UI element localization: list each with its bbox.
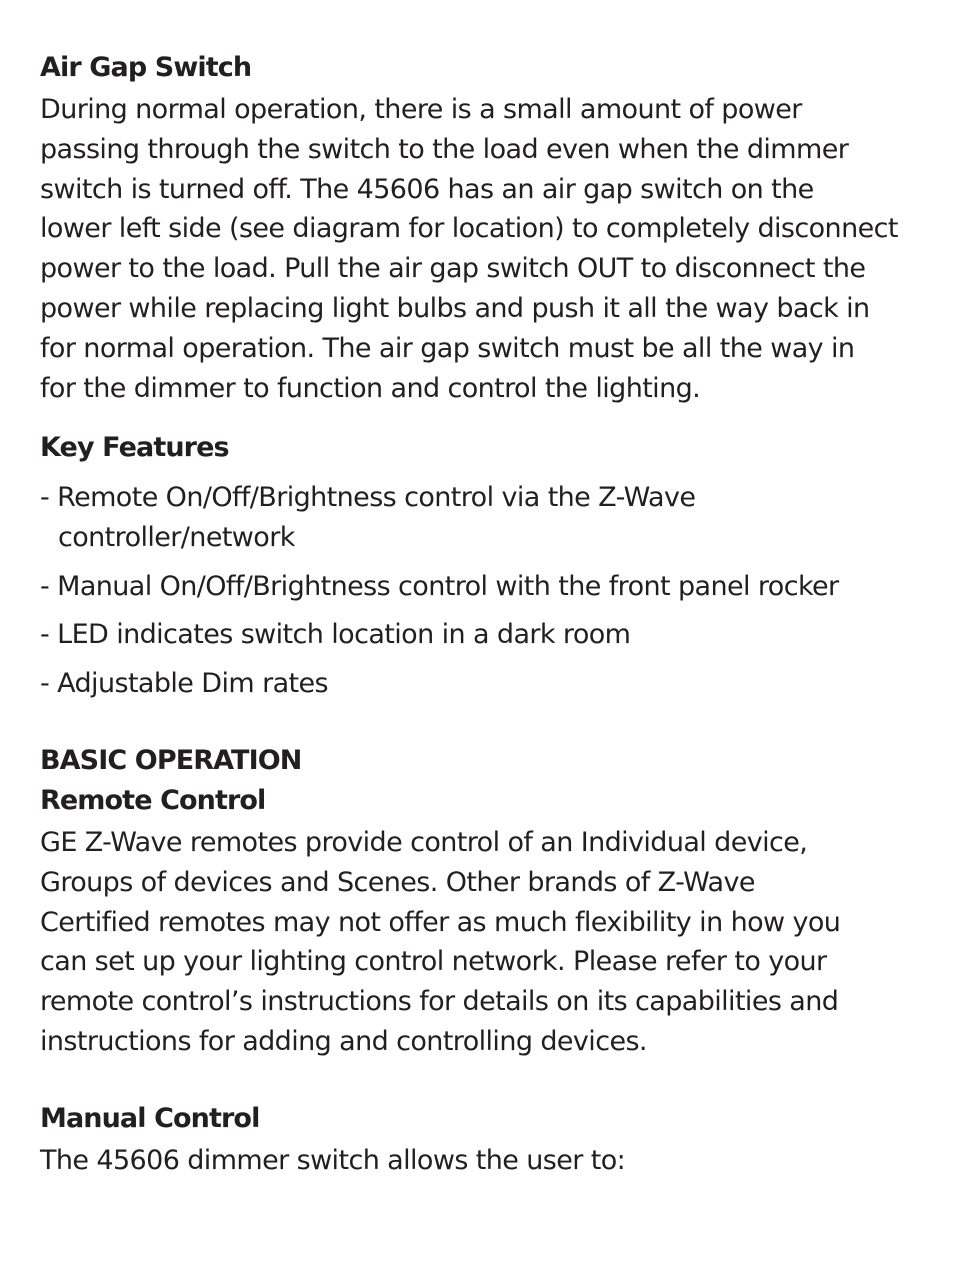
feature-line: controller/network: [58, 521, 295, 553]
key-features-heading: Key Features: [40, 432, 229, 463]
feature-line: - Remote On/Off/Brightness control via the Z-Wave: [40, 482, 696, 513]
paragraph-line: remote control’s instructions for details on its capabilities and: [40, 986, 839, 1018]
paragraph-line: GE Z-Wave remotes provide control of an Individual device,: [40, 827, 808, 858]
air-gap-heading: Air Gap Switch: [40, 52, 252, 83]
paragraph-line: can set up your lighting control network. Please refer to your: [40, 946, 827, 978]
remote-control-paragraph: [40, 823, 840, 1062]
paragraph-line: Groups of devices and Scenes. Other brands of Z-Wave: [40, 866, 755, 898]
feature-item: [40, 478, 695, 558]
air-gap-paragraph: [40, 90, 898, 408]
feature-line: - Adjustable Dim rates: [40, 668, 328, 699]
paragraph-line: power to the load. Pull the air gap switch OUT to disconnect the: [40, 253, 866, 285]
paragraph-line: for the dimmer to function and control the lighting.: [40, 372, 701, 404]
manual-control-paragraph: [40, 1141, 625, 1181]
feature-item: [40, 567, 839, 607]
paragraph-line: passing through the switch to the load even when the dimmer: [40, 133, 849, 165]
paragraph-line: switch is turned off. The 45606 has an air gap switch on the: [40, 173, 814, 205]
manual-control-heading: Manual Control: [40, 1103, 260, 1134]
remote-control-heading: Remote Control: [40, 785, 266, 816]
basic-operation-heading: BASIC OPERATION: [40, 745, 302, 776]
paragraph-line: for normal operation. The air gap switch must be all the way in: [40, 332, 855, 364]
paragraph-line: Certified remotes may not offer as much flexibility in how you: [40, 906, 841, 938]
paragraph-line: power while replacing light bulbs and push it all the way back in: [40, 292, 870, 324]
feature-item: [40, 664, 328, 704]
paragraph-line: instructions for adding and controlling devices.: [40, 1025, 647, 1057]
paragraph-line: During normal operation, there is a small amount of power: [40, 94, 802, 125]
paragraph-line: The 45606 dimmer switch allows the user to:: [40, 1145, 626, 1176]
feature-line: - LED indicates switch location in a dark room: [40, 619, 631, 650]
paragraph-line: lower left side (see diagram for location) to completely disconnect: [40, 213, 898, 245]
feature-line: - Manual On/Off/Brightness control with the front panel rocker: [40, 571, 839, 602]
feature-item: [40, 615, 630, 655]
